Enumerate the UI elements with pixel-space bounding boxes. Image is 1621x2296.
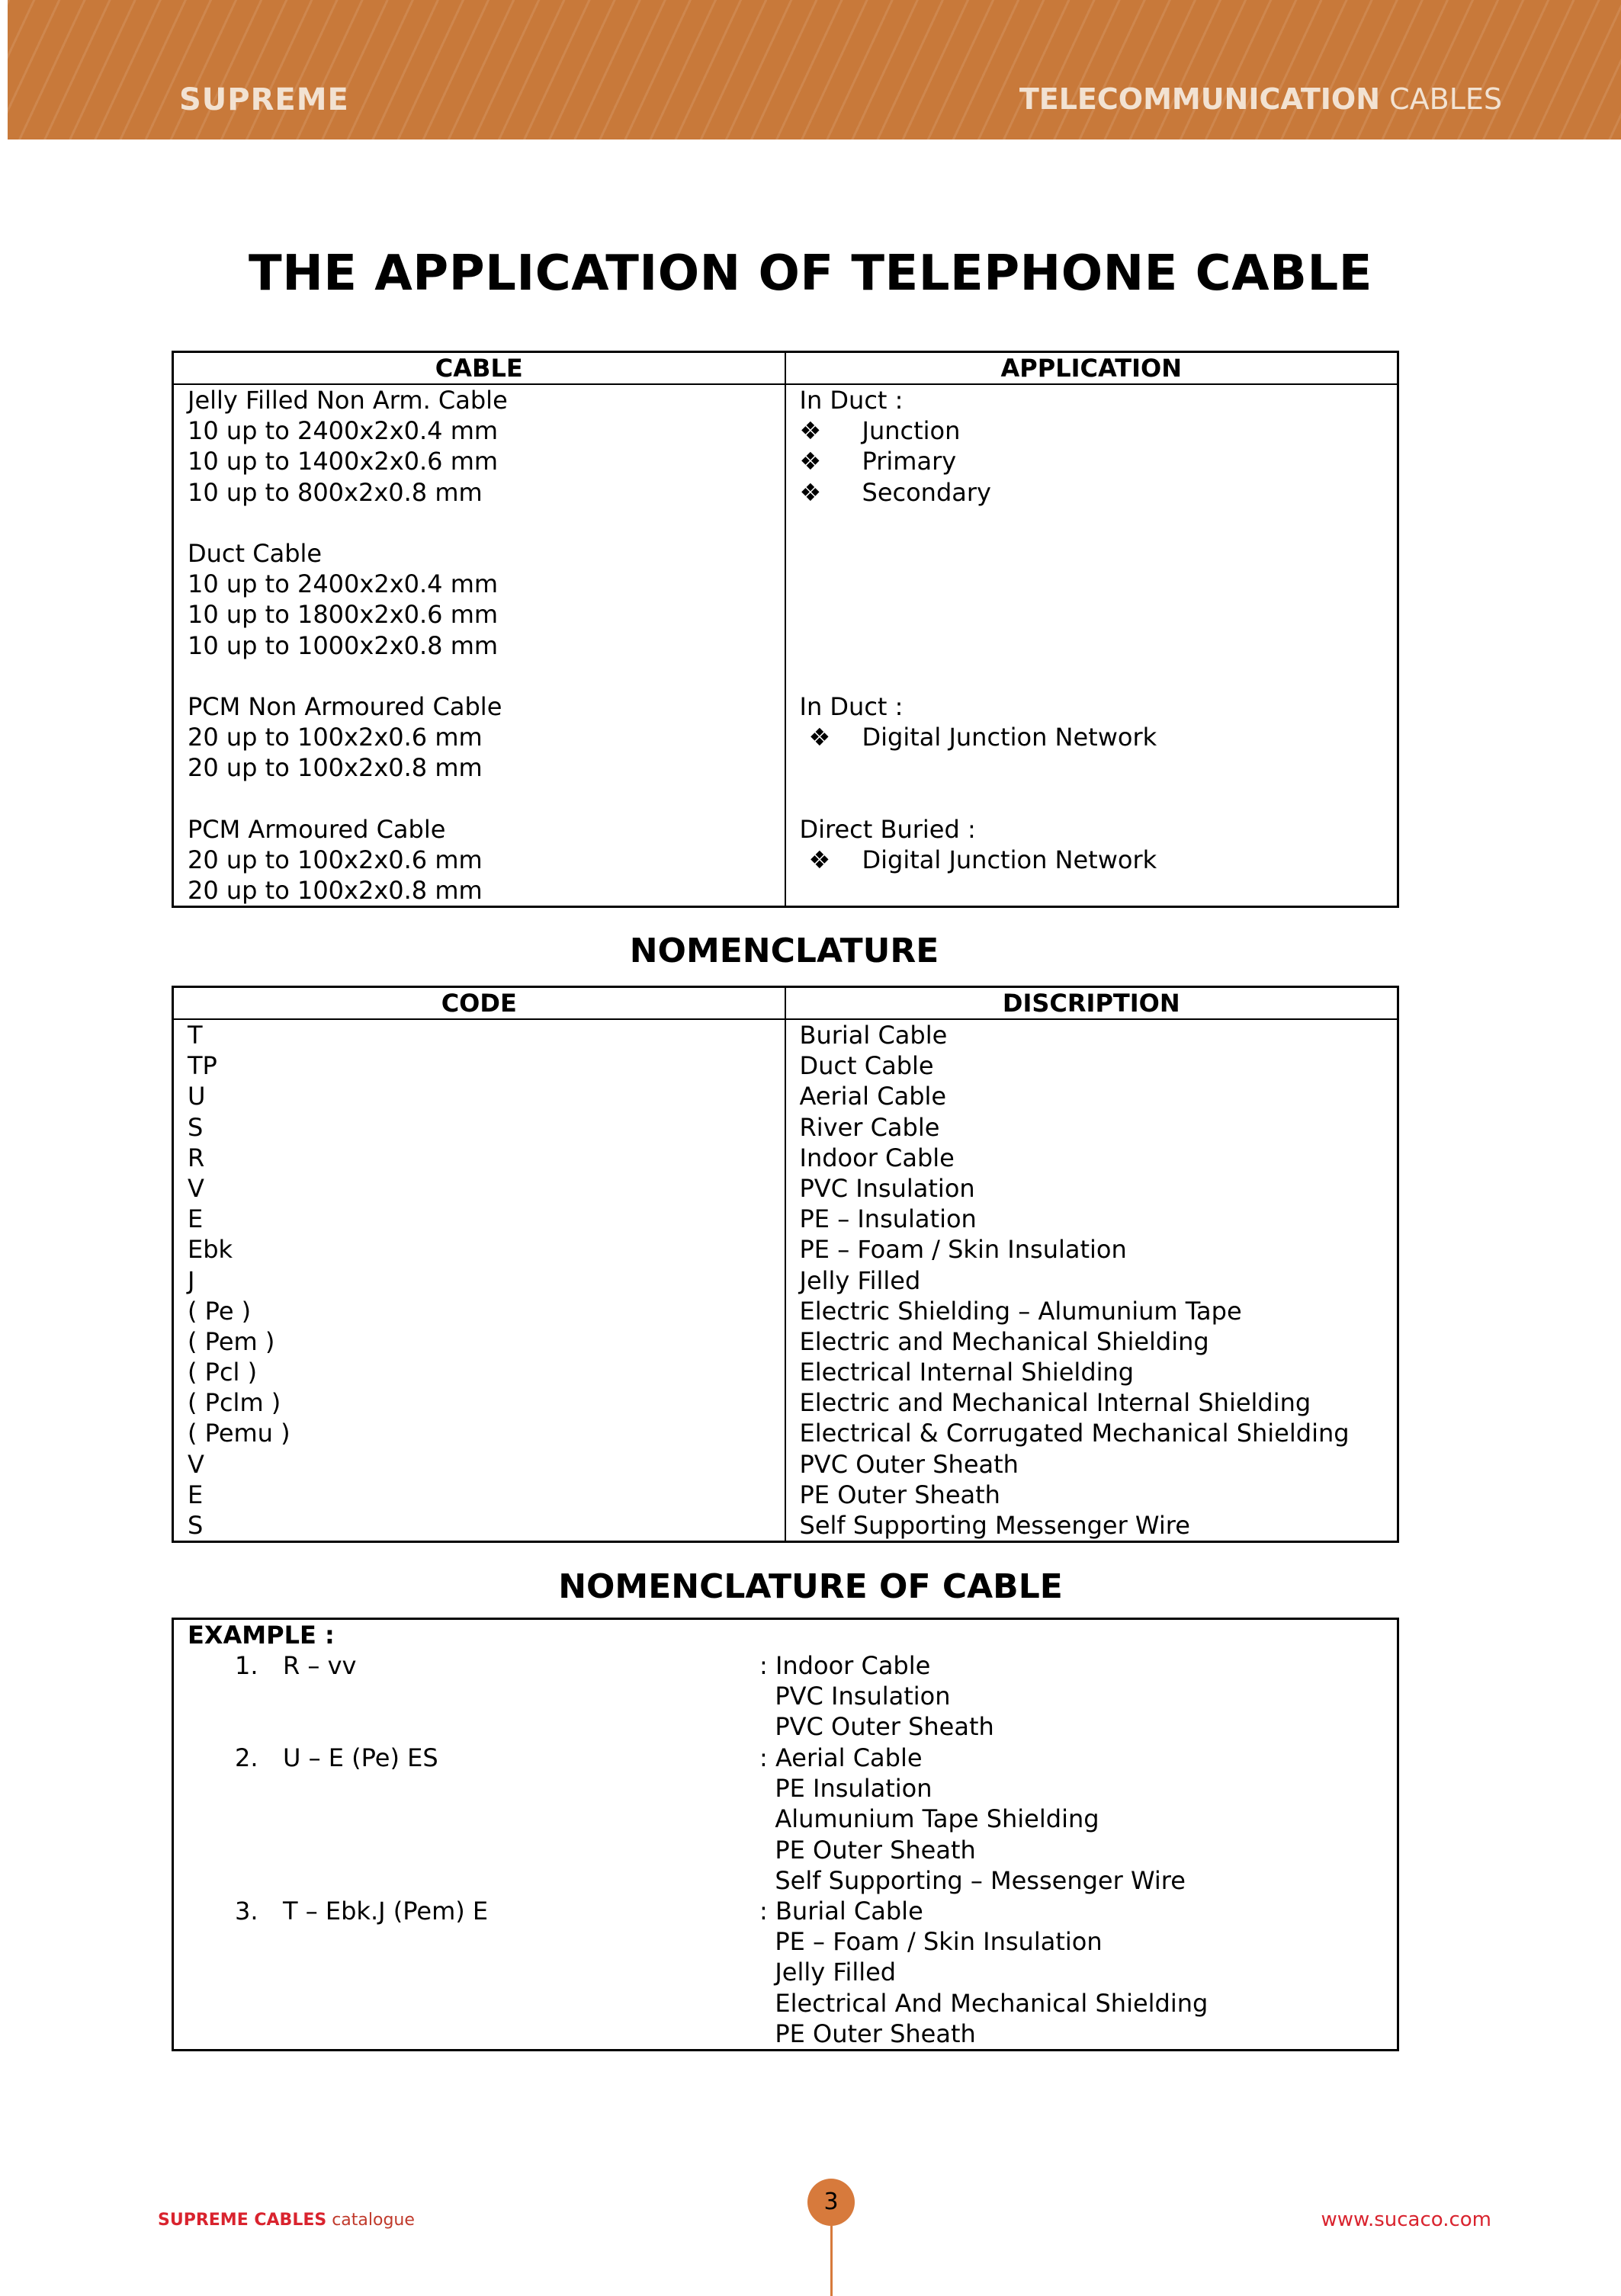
- cable-line: 20 up to 100x2x0.8 mm: [188, 876, 483, 905]
- example-code: U – E (Pe) ES: [283, 1743, 438, 1772]
- header-banner: [8, 0, 1621, 139]
- description: Electric and Mechanical Internal Shielding: [799, 1388, 1311, 1418]
- code: ( Pemu ): [188, 1419, 290, 1448]
- bullet-icon: ❖: [799, 416, 822, 446]
- example-description: : Burial Cable PE – Foam / Skin Insulation Jelly Filled Electrical And Mechanical Shielding PE Outer Sheath: [759, 1897, 1209, 2048]
- brand-name: SUPREME: [179, 82, 349, 117]
- category-light: CABLES: [1380, 82, 1502, 116]
- bullet-icon: ❖: [799, 447, 822, 476]
- footer-catalogue-label: SUPREME CABLES catalogue: [158, 2211, 415, 2230]
- example-number: 2.: [235, 1743, 258, 1772]
- description: Electrical & Corrugated Mechanical Shielding: [799, 1419, 1350, 1448]
- cable-line: 20 up to 100x2x0.6 mm: [188, 845, 483, 874]
- page-number-line: [830, 2226, 833, 2296]
- description: PE – Insulation: [799, 1204, 977, 1234]
- application-item: ❖ Secondary: [799, 477, 991, 507]
- cable-line: PCM Armoured Cable: [188, 814, 446, 844]
- application-heading: Direct Buried :: [799, 814, 976, 844]
- code: E: [188, 1204, 204, 1234]
- example-description: : Aerial Cable PE Insulation Alumunium Tape Shielding PE Outer Sheath Self Supporting – Messenger Wire: [759, 1743, 1186, 1895]
- header-description: DISCRIPTION: [785, 987, 1398, 1020]
- cable-line: 20 up to 100x2x0.8 mm: [188, 753, 483, 783]
- code: V: [188, 1449, 204, 1479]
- code: TP: [188, 1051, 217, 1081]
- header-cable: CABLE: [173, 352, 785, 385]
- application-heading: In Duct :: [799, 691, 904, 721]
- application-item: ❖ Digital Junction Network: [808, 723, 1157, 752]
- cable-line: PCM Non Armoured Cable: [188, 691, 502, 721]
- description: Electrical Internal Shielding: [799, 1358, 1135, 1387]
- cable-line: 10 up to 1000x2x0.8 mm: [188, 630, 499, 660]
- example-number: 3.: [235, 1897, 258, 1926]
- application-item: ❖ Primary: [799, 447, 957, 476]
- cable-line: Duct Cable: [188, 538, 323, 568]
- application-cell: [785, 384, 1398, 907]
- application-item: ❖ Digital Junction Network: [808, 845, 1157, 874]
- example-code: R – vv: [283, 1651, 357, 1680]
- application-table: [172, 351, 1399, 908]
- code: T: [188, 1021, 203, 1050]
- page-title: THE APPLICATION OF TELEPHONE CABLE: [249, 245, 1372, 302]
- application-heading: In Duct :: [799, 386, 904, 415]
- application-item: ❖ Junction: [799, 416, 961, 446]
- cable-line: 10 up to 800x2x0.8 mm: [188, 477, 483, 507]
- code: ( Pclm ): [188, 1388, 281, 1418]
- nomenclature-table: [172, 986, 1399, 1543]
- description: Burial Cable: [799, 1021, 948, 1050]
- page-number: 3: [807, 2179, 855, 2226]
- description: Duct Cable: [799, 1051, 934, 1081]
- example-number: 1.: [235, 1651, 258, 1680]
- description: Jelly Filled: [799, 1265, 921, 1295]
- nomenclature-of-cable-title: NOMENCLATURE OF CABLE: [558, 1567, 1063, 1606]
- cable-cell: [173, 384, 785, 907]
- bullet-icon: ❖: [808, 845, 831, 874]
- example-label: EXAMPLE :: [188, 1621, 335, 1650]
- header-application: APPLICATION: [785, 352, 1398, 385]
- code: R: [188, 1143, 205, 1172]
- code: J: [188, 1265, 195, 1295]
- code: V: [188, 1173, 204, 1203]
- description: Indoor Cable: [799, 1143, 955, 1172]
- example-description: : Indoor Cable PVC Insulation PVC Outer Sheath: [759, 1651, 994, 1742]
- description-column: [785, 1019, 1398, 1542]
- cable-line: 10 up to 1800x2x0.6 mm: [188, 600, 499, 630]
- cable-line: 10 up to 1400x2x0.6 mm: [188, 447, 499, 476]
- code-column: [173, 1019, 785, 1542]
- code: ( Pe ): [188, 1296, 252, 1326]
- nomenclature-title: NOMENCLATURE: [629, 932, 939, 970]
- description: River Cable: [799, 1112, 940, 1142]
- code: S: [188, 1112, 204, 1142]
- description: PE Outer Sheath: [799, 1480, 1000, 1509]
- description: Self Supporting Messenger Wire: [799, 1511, 1190, 1540]
- bullet-icon: ❖: [799, 477, 822, 507]
- footer-url[interactable]: www.sucaco.com: [1321, 2208, 1491, 2231]
- description: Electric Shielding – Alumunium Tape: [799, 1296, 1242, 1326]
- header-code: CODE: [173, 987, 785, 1020]
- document-category: [1019, 82, 1502, 116]
- description: PVC Outer Sheath: [799, 1449, 1019, 1479]
- category-bold: TELECOMMUNICATION: [1019, 82, 1381, 116]
- description: PVC Insulation: [799, 1173, 975, 1203]
- cable-line: Jelly Filled Non Arm. Cable: [188, 386, 508, 415]
- description: PE – Foam / Skin Insulation: [799, 1235, 1127, 1265]
- example-code: T – Ebk.J (Pem) E: [283, 1897, 489, 1926]
- code: U: [188, 1082, 206, 1111]
- description: Electric and Mechanical Shielding: [799, 1326, 1209, 1356]
- description: Aerial Cable: [799, 1082, 947, 1111]
- code: Ebk: [188, 1235, 233, 1265]
- code: ( Pcl ): [188, 1358, 258, 1387]
- cable-line: 10 up to 2400x2x0.4 mm: [188, 416, 499, 446]
- cable-line: 10 up to 2400x2x0.4 mm: [188, 569, 499, 599]
- example-box: [172, 1618, 1399, 2051]
- code: E: [188, 1480, 204, 1509]
- code: S: [188, 1511, 204, 1540]
- cable-line: 20 up to 100x2x0.6 mm: [188, 723, 483, 752]
- bullet-icon: ❖: [808, 723, 831, 752]
- code: ( Pem ): [188, 1326, 275, 1356]
